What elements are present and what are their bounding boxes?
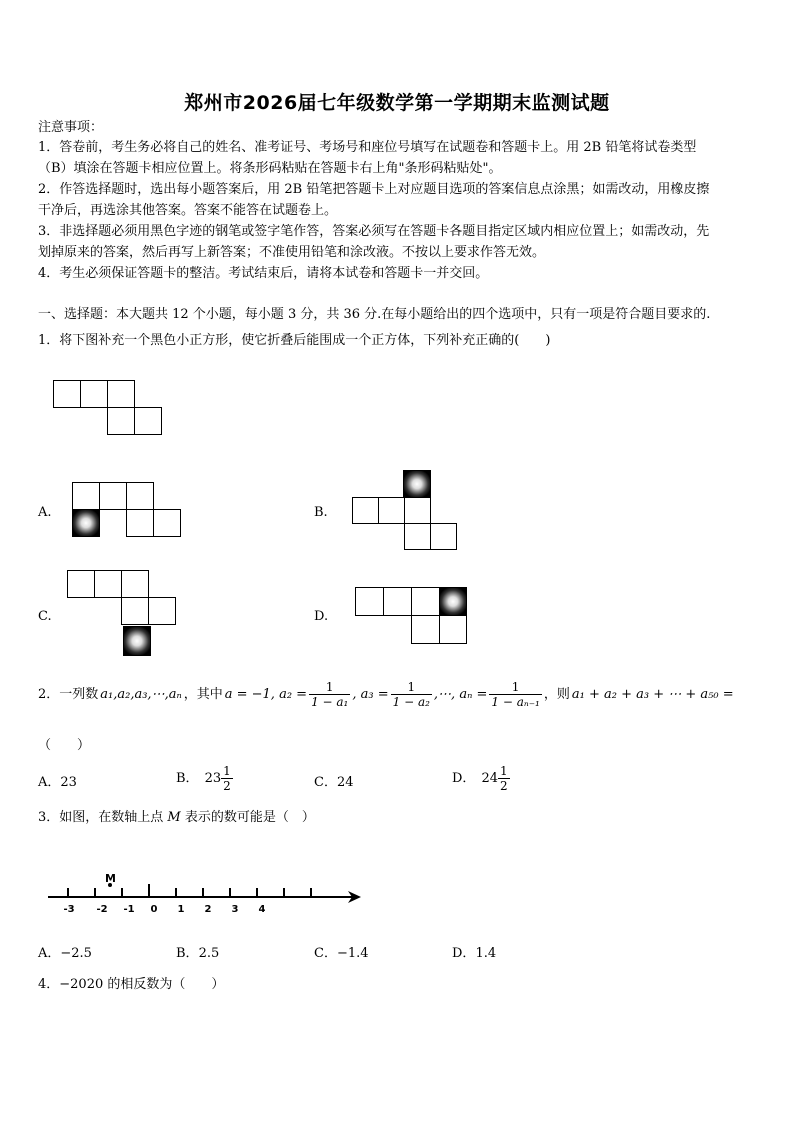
net-square: [126, 482, 154, 510]
q3-stem-b: 表示的数可能是（ ）: [184, 810, 315, 825]
net-square: [121, 570, 149, 598]
notice-line: （B）填涂在答题卡相应位置上。将条形码粘贴在答题卡右上角"条形码粘贴处"。: [38, 161, 502, 176]
point-m-label: M: [105, 872, 116, 885]
page-title: 郑州市2026届七年级数学第一学期期末监测试题: [184, 92, 610, 114]
net-square: [126, 509, 154, 537]
notice-heading: 注意事项：: [38, 120, 104, 135]
net-square: [134, 407, 162, 435]
tick-label: 2: [204, 904, 212, 915]
tick-label: 4: [258, 904, 266, 915]
tick-label: 1: [177, 904, 185, 915]
q2-option-d: [452, 764, 510, 793]
option-label: B．: [176, 770, 199, 786]
option-label: A．: [38, 946, 61, 961]
q3-var: M: [167, 810, 181, 825]
black-square: [123, 626, 151, 656]
q3-option-d: [452, 944, 496, 964]
net-square: [411, 615, 440, 644]
option-value: 2.5: [198, 946, 220, 961]
q3-stem-a: 3．如图，在数轴上点: [38, 810, 164, 825]
net-square: [94, 570, 122, 598]
q2-option-b: [176, 764, 233, 793]
notice-line: 2．作答选择题时，选出每小题答案后，用 2B 铅笔把答题卡上对应题目选项的答案信息点涂黑；如需改动，用橡皮擦: [38, 182, 710, 197]
net-square: [352, 497, 379, 524]
frac-den: 2: [223, 779, 231, 793]
mixed-whole: 23: [204, 770, 222, 786]
axis-tick: [121, 888, 123, 897]
frac-den: 2: [499, 779, 508, 793]
tick-label: 3: [231, 904, 239, 915]
axis-tick: [148, 884, 150, 897]
arrow-head-icon: [348, 890, 362, 904]
net-square: [80, 380, 108, 408]
frac-num: 1: [489, 680, 541, 695]
net-square: [404, 523, 431, 550]
section-heading: 一、选择题：本大题共 12 个小题，每小题 3 分，共 36 分.在每小题给出的四个选项中，只有一项是符合题目要求的.: [38, 307, 711, 322]
q2-a3: , a₃ =: [352, 686, 389, 702]
option-label: C．: [314, 946, 337, 961]
q2-frac-a2: [309, 680, 350, 709]
notice-line: 干净后，再选涂其他答案。答案不能答在试题卷上。: [38, 203, 338, 218]
net-square: [404, 497, 431, 524]
net-square: [411, 587, 440, 616]
q2-frac-a3: [391, 680, 432, 709]
q2-option-c: [314, 773, 354, 793]
option-value: 23: [60, 775, 77, 790]
tick-label: -3: [63, 904, 75, 915]
net-square: [355, 587, 384, 616]
frac-num: 1: [309, 680, 350, 695]
mixed-frac: [498, 764, 510, 793]
net-square: [153, 509, 181, 537]
q2-sequence: a₁,a₂,a₃,⋯,aₙ: [100, 686, 182, 702]
option-label: A．: [38, 775, 61, 790]
frac-num: 1: [223, 764, 231, 778]
net-square: [67, 570, 95, 598]
tick-label: -2: [96, 904, 108, 915]
tick-label: -1: [123, 904, 135, 915]
axis-tick: [256, 888, 258, 897]
axis-tick: [229, 888, 231, 897]
notice-line: 4．考生必须保证答题卡的整洁。考试结束后，请将本试卷和答题卡一并交回。: [38, 266, 489, 281]
frac-den: 1 − a₁: [311, 695, 349, 709]
black-square: [403, 470, 431, 498]
option-label: C．: [314, 775, 337, 790]
frac-num: 1: [391, 680, 432, 695]
q2-mid: ，其中: [183, 686, 223, 702]
frac-num: 1: [499, 764, 508, 778]
option-value: −1.4: [336, 946, 369, 961]
notice-line: 1．答卷前，考生务必将自己的姓名、准考证号、考场号和座位号填写在试题卷和答题卡上。用 2B 铅笔将试卷类型: [38, 140, 697, 155]
option-label: D．: [452, 946, 476, 961]
option-label: D．: [452, 770, 476, 786]
axis-tick: [202, 888, 204, 897]
q2-option-a: [38, 773, 77, 793]
net-square: [378, 497, 405, 524]
q3-option-c: [314, 944, 369, 964]
net-square: [148, 597, 176, 625]
q1-option-b-label: B.: [314, 505, 328, 520]
q2-sum: a₁ + a₂ + a₃ + ⋯ + a₅₀ =: [571, 686, 734, 702]
q1-option-a-label: A.: [38, 505, 52, 520]
axis-tick: [175, 888, 177, 897]
frac-den: 1 − a₂: [392, 695, 430, 709]
net-square: [107, 407, 135, 435]
net-square: [383, 587, 412, 616]
black-square: [72, 509, 100, 537]
q2-then: ，则: [543, 686, 570, 702]
q3-option-a: [38, 944, 92, 964]
notice-line: 3．非选择题必须用黑色字迹的钢笔或签字笔作答，答案必须写在答题卡各题目指定区域内相应位置上；如需改动，先: [38, 224, 710, 239]
option-value: 1.4: [475, 946, 497, 961]
net-square: [439, 615, 467, 644]
q3-stem: [38, 808, 315, 828]
notice-line: 划掉原来的答案，然后再写上新答案；不准使用铅笔和涂改液。不按以上要求作答无效。: [38, 245, 546, 260]
q1-stem: 1．将下图补充一个黑色小正方形，使它折叠后能围成一个正方体，下列补充正确的( ): [38, 333, 551, 348]
q2-stem: [38, 680, 734, 709]
net-square: [72, 482, 100, 510]
option-value: 24: [336, 775, 354, 790]
option-label: B．: [176, 946, 199, 961]
q1-option-c-label: C.: [38, 609, 52, 624]
q1-option-d-label: D.: [314, 609, 329, 624]
tick-label: 0: [150, 904, 158, 915]
q2-prefix: 2．一列数: [38, 686, 99, 702]
option-value: −2.5: [60, 946, 92, 961]
net-square: [53, 380, 81, 408]
net-square: [107, 380, 135, 408]
q3-option-b: [176, 944, 219, 964]
mixed-whole: 24: [481, 770, 498, 786]
q2-an: ,⋯, aₙ =: [433, 686, 488, 702]
black-square: [439, 587, 467, 616]
notice-list: [38, 138, 768, 284]
frac-den: 1 − aₙ₋₁: [491, 695, 540, 709]
axis-tick: [283, 888, 285, 897]
axis-tick: [94, 888, 96, 897]
axis-tick: [67, 888, 69, 897]
q4-stem: 4．−2020 的相反数为（ ）: [38, 977, 225, 992]
axis-tick: [310, 888, 312, 897]
q2-blank: （ ）: [38, 738, 91, 753]
net-square: [430, 523, 457, 550]
net-square: [99, 482, 127, 510]
q2-cond-a: a = −1, a₂ =: [224, 686, 308, 702]
mixed-frac: [221, 764, 233, 793]
q2-frac-an: [489, 680, 541, 709]
net-square: [121, 597, 149, 625]
